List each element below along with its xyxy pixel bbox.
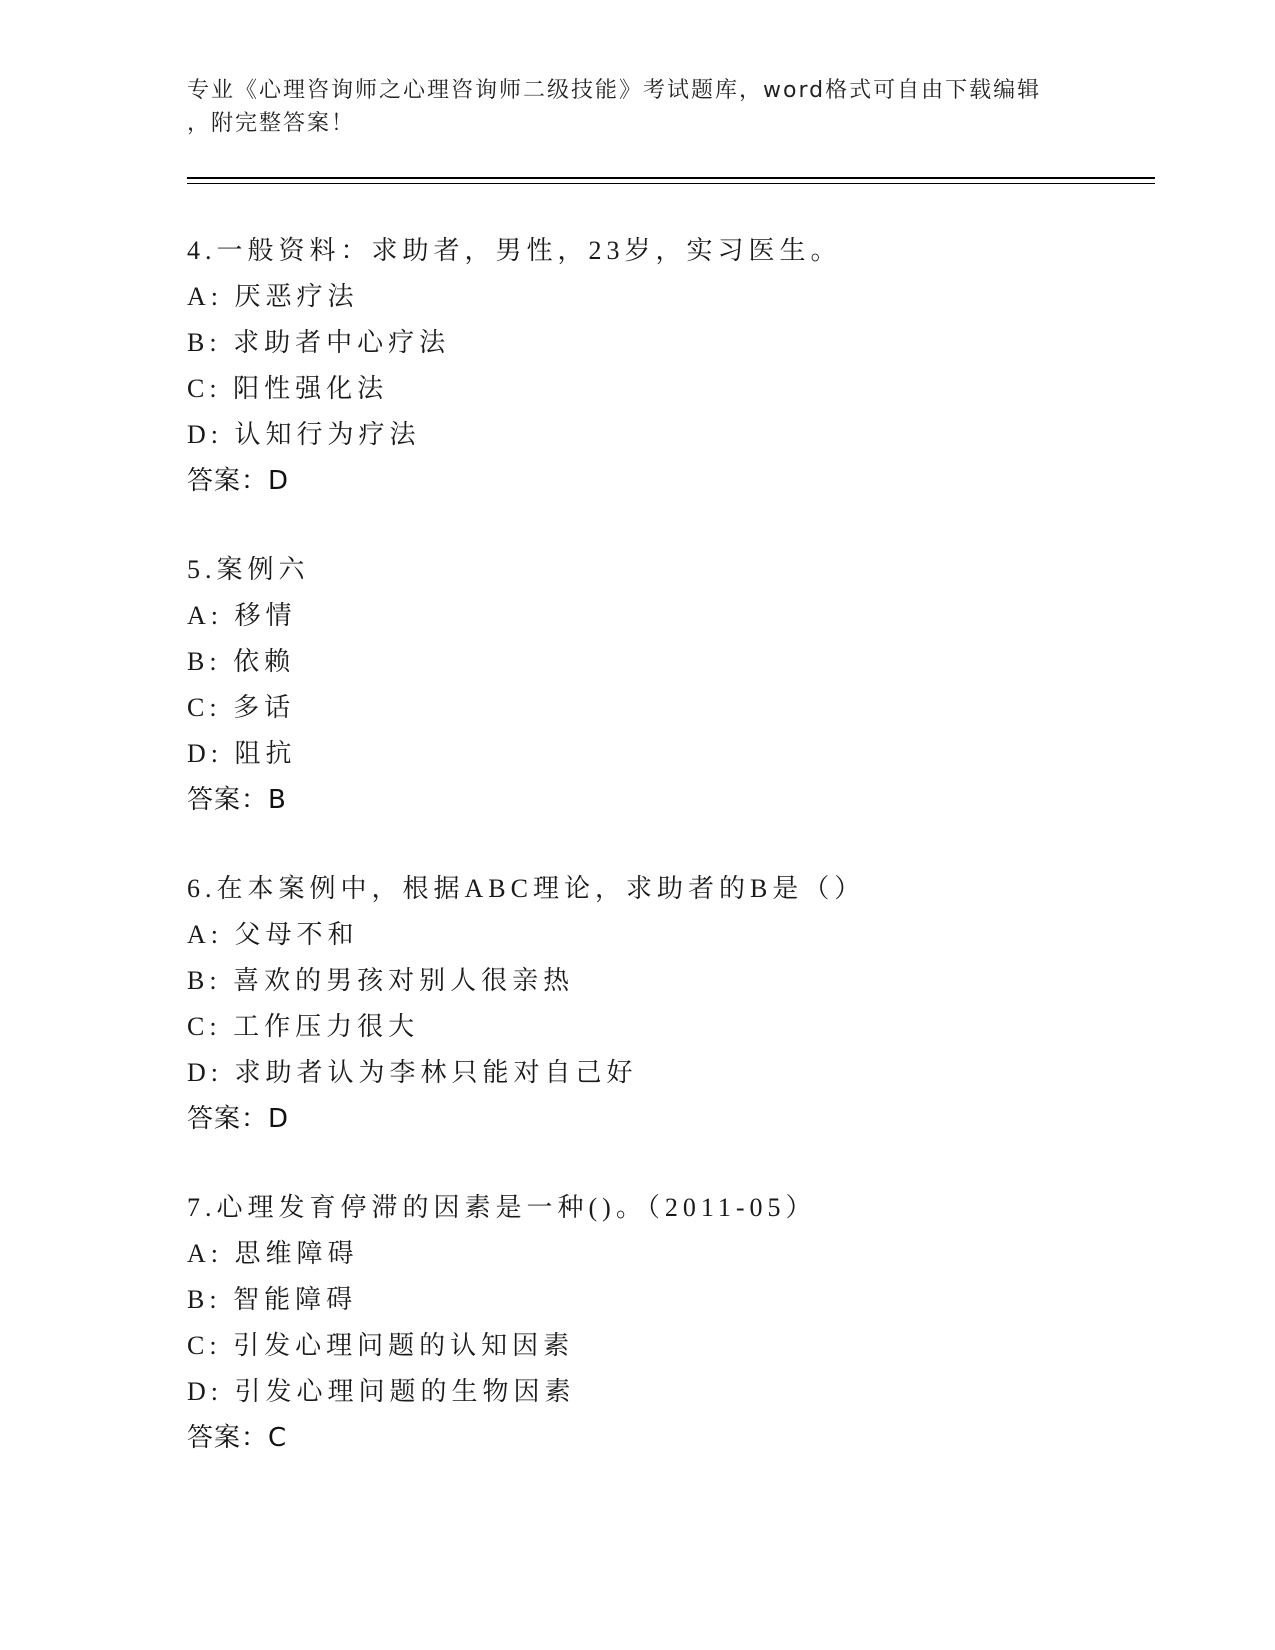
option-a: A: 父母不和 [187,920,359,949]
option-b: B: 喜欢的男孩对别人很亲热 [187,966,575,995]
option-c: C: 阳性强化法 [187,374,389,403]
option-d: D: 认知行为疗法 [187,420,421,449]
option-a: A: 移情 [187,601,297,630]
option-b: B: 求助者中心疗法 [187,328,451,357]
option-c: C: 引发心理问题的认知因素 [187,1331,575,1360]
question-5 [187,547,1167,823]
answer-label: 答案：B [187,785,287,815]
question-stem: 4.一般资料：求助者，男性，23岁，实习医生。 [187,236,842,265]
header-line-1: 专业《心理咨询师之心理咨询师二级技能》考试题库，word格式可自由下载编辑 [187,78,1042,103]
option-d: D: 引发心理问题的生物因素 [187,1377,576,1406]
option-b: B: 依赖 [187,647,296,676]
option-a: A: 思维障碍 [187,1239,359,1268]
header-line-2: ，附完整答案！ [187,111,356,136]
question-6 [187,866,1167,1142]
answer-label: 答案：D [187,466,290,496]
option-c: C: 多话 [187,693,296,722]
question-7 [187,1185,1167,1461]
question-stem: 6.在本案例中，根据ABC理论，求助者的B是（） [187,874,866,903]
option-c: C: 工作压力很大 [187,1012,420,1041]
answer-label: 答案：D [187,1104,290,1134]
question-stem: 5.案例六 [187,555,310,584]
header-divider-thin [187,183,1155,184]
question-stem: 7.心理发育停滞的因素是一种()。（2011-05） [187,1193,817,1222]
option-d: D: 阻抗 [187,739,297,768]
option-b: B: 智能障碍 [187,1285,358,1314]
answer-label: 答案：C [187,1423,288,1453]
question-4 [187,228,1167,504]
header-divider-thick [187,177,1155,179]
document-header [187,74,1067,140]
option-a: A: 厌恶疗法 [187,282,359,311]
option-d: D: 求助者认为李林只能对自己好 [187,1058,638,1087]
